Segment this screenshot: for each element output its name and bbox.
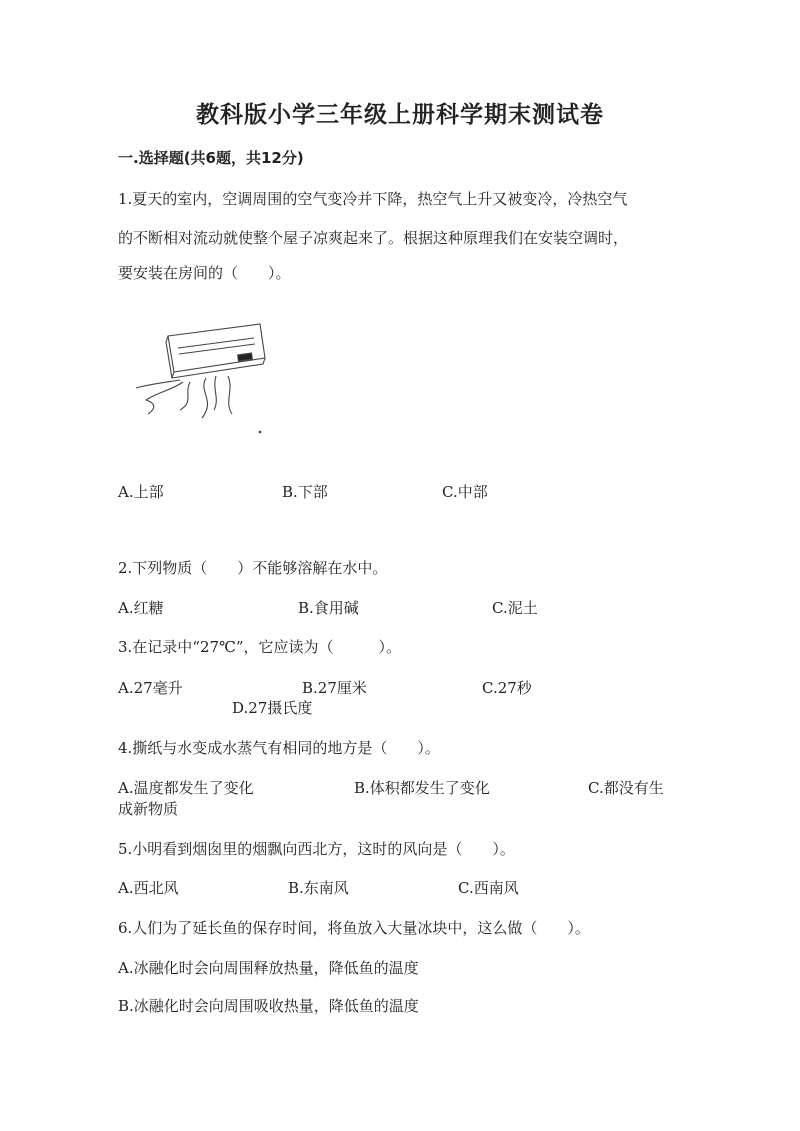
section-heading: 一.选择题(共6题，共12分) [118, 149, 304, 167]
question-3-line-1: 3.在记录中“27℃”，它应读为（ ）。 [118, 638, 402, 656]
question-1-line-3: 要安装在房间的（ ）。 [118, 264, 291, 282]
q1-option-a: A.上部 [118, 483, 164, 501]
question-1-line-2: 的不断相对流动就使整个屋子凉爽起来了。根据这种原理我们在安装空调时， [118, 229, 629, 247]
q6-option-b: B.冰融化时会向周围吸收热量，降低鱼的温度 [118, 997, 419, 1015]
q2-option-b: B.食用碱 [298, 599, 359, 617]
q4-option-c-continued: 成新物质 [118, 800, 179, 818]
q5-option-c: C.西南风 [458, 879, 519, 897]
q4-option-a: A.温度都发生了变化 [118, 779, 254, 797]
q6-option-a: A.冰融化时会向周围释放热量，降低鱼的温度 [118, 959, 419, 977]
q4-option-c: C.都没有生 [588, 779, 664, 797]
q5-option-a: A.西北风 [118, 879, 179, 897]
question-6-line-1: 6.人们为了延长鱼的保存时间，将鱼放入大量冰块中，这么做（ ）。 [118, 919, 590, 937]
q1-option-b: B.下部 [282, 483, 328, 501]
q2-option-c: C.泥土 [492, 599, 538, 617]
q3-option-d: D.27摄氏度 [232, 699, 313, 717]
q2-option-a: A.红糖 [118, 599, 164, 617]
q3-option-b: B.27厘米 [302, 679, 367, 697]
q5-option-b: B.东南风 [288, 879, 349, 897]
q4-option-b: B.体积都发生了变化 [354, 779, 490, 797]
question-4-line-1: 4.撕纸与水变成水蒸气有相同的地方是（ ）。 [118, 739, 440, 757]
exam-title: 教科版小学三年级上册科学期末测试卷 [196, 102, 604, 128]
question-2-line-1: 2.下列物质（ ）不能够溶解在水中。 [118, 559, 388, 577]
q3-option-a: A.27毫升 [118, 679, 183, 697]
air-conditioner-image [128, 318, 278, 438]
q1-option-c: C.中部 [442, 483, 488, 501]
question-1-line-1: 1.夏天的室内，空调周围的空气变冷并下降，热空气上升又被变冷，冷热空气 [118, 190, 628, 208]
question-5-line-1: 5.小明看到烟囱里的烟飘向西北方，这时的风向是（ ）。 [118, 840, 515, 858]
q3-option-c: C.27秒 [482, 679, 532, 697]
